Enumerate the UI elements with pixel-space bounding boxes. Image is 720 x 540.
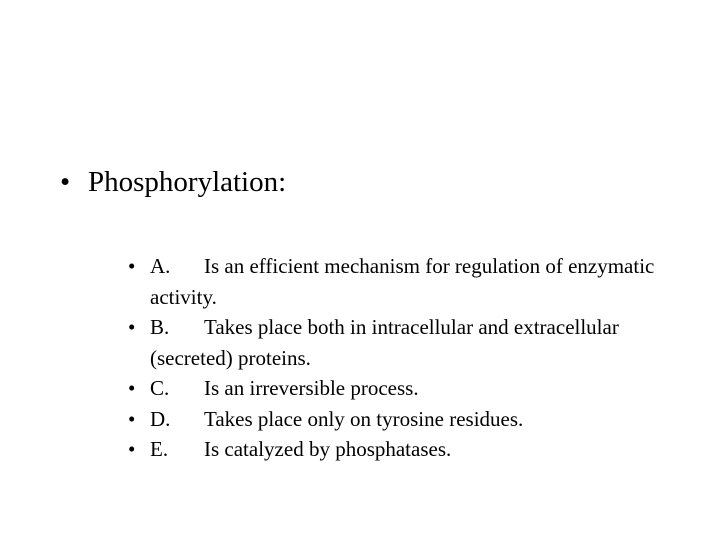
bullet-icon: • xyxy=(128,315,136,339)
answer-option-letter: D. xyxy=(150,406,171,431)
answer-option-text: Is an efficient mechanism for regulation of enzymatic activity. xyxy=(150,254,655,309)
answer-option-body xyxy=(150,404,688,435)
answer-option-body xyxy=(150,312,688,373)
answer-option-text: Takes place both in intracellular and extracellular (secreted) proteins. xyxy=(150,315,619,370)
bullet-icon: • xyxy=(128,406,136,431)
answer-option-body xyxy=(150,251,688,312)
answer-option-letter: A. xyxy=(150,254,171,278)
answer-options-list xyxy=(128,251,688,465)
bullet-icon: • xyxy=(60,166,71,198)
answer-option-text: Is catalyzed by phosphatases. xyxy=(204,437,452,461)
bullet-icon: • xyxy=(128,376,136,400)
answer-option-body xyxy=(150,373,688,404)
question-title xyxy=(60,164,286,200)
answer-option-e xyxy=(128,434,688,465)
answer-option-letter: C. xyxy=(150,376,170,400)
question-title-text: Phosphorylation: xyxy=(88,166,287,198)
answer-option-letter: B. xyxy=(150,315,170,339)
answer-option-letter: E. xyxy=(150,437,169,461)
bullet-icon: • xyxy=(128,254,136,278)
answer-option-text: Is an irreversible process. xyxy=(204,376,419,400)
answer-option-d xyxy=(128,404,688,435)
answer-option-text: Takes place only on tyrosine residues. xyxy=(204,406,524,431)
answer-option-b xyxy=(128,312,688,373)
answer-option-c xyxy=(128,373,688,404)
answer-option-a xyxy=(128,251,688,312)
bullet-icon: • xyxy=(128,437,136,461)
answer-option-body xyxy=(150,434,688,465)
